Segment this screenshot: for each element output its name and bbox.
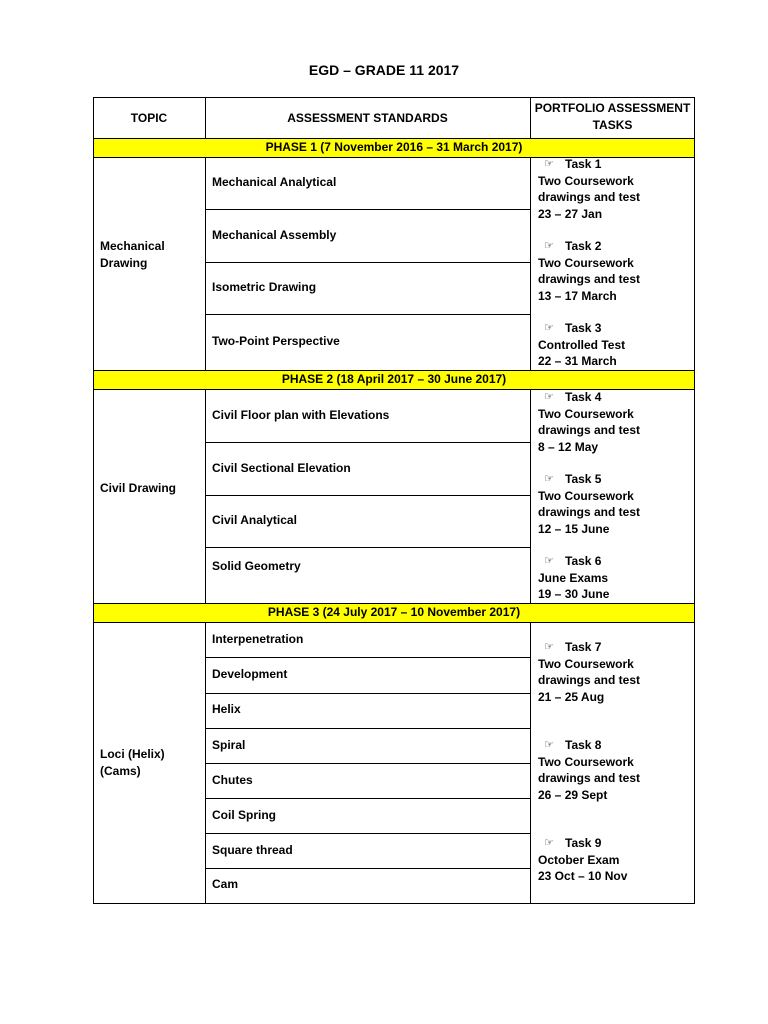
task-line: Two Coursework <box>538 754 634 769</box>
task-line: drawings and test <box>538 190 641 204</box>
standard-divider <box>205 693 531 694</box>
topic-line: Mechanical <box>100 239 165 253</box>
column-divider <box>205 389 206 603</box>
task-6 <box>538 553 688 603</box>
standard-divider <box>205 763 531 764</box>
standard-divider <box>205 209 531 210</box>
task-5 <box>538 471 688 537</box>
task-line: Two Coursework <box>538 488 634 503</box>
standard-item: Chutes <box>212 773 253 787</box>
topic-line: Loci (Helix) <box>100 747 165 761</box>
task-2 <box>538 238 688 304</box>
task-line: 26 – 29 Sept <box>538 787 608 802</box>
pointing-hand-icon: ☞ <box>544 158 554 170</box>
assessment-table <box>93 97 695 904</box>
task-line: Two Coursework <box>538 173 634 188</box>
table-border-bottom <box>93 903 695 904</box>
task-line: 19 – 30 June <box>538 587 610 601</box>
standard-item: Civil Floor plan with Elevations <box>212 408 390 422</box>
column-divider <box>205 157 206 370</box>
phase-1-label: PHASE 1 (7 November 2016 – 31 March 2017) <box>265 140 523 154</box>
task-line: Controlled Test <box>538 337 626 352</box>
task-title: Task 1 <box>565 157 602 171</box>
standard-divider <box>205 547 531 548</box>
task-line: 22 – 31 March <box>538 354 617 368</box>
task-line: 13 – 17 March <box>538 288 617 303</box>
pointing-hand-icon: ☞ <box>544 555 554 567</box>
task-9 <box>538 835 688 885</box>
task-line: June Exams <box>538 570 609 585</box>
standard-item: Interpenetration <box>212 632 304 646</box>
phase-3-label: PHASE 3 (24 July 2017 – 10 November 2017) <box>267 605 521 619</box>
row-divider <box>93 603 695 604</box>
pointing-hand-icon: ☞ <box>544 391 554 403</box>
standard-divider <box>205 314 531 315</box>
topic-mechanical-drawing <box>100 238 165 271</box>
task-7 <box>538 639 688 705</box>
standard-item: Development <box>212 667 288 681</box>
task-title: Task 7 <box>565 640 602 654</box>
standard-divider <box>205 262 531 263</box>
header-portfolio-line-1: PORTFOLIO ASSESSMENT <box>534 101 691 115</box>
task-line: 8 – 12 May <box>538 439 599 454</box>
task-line: 23 – 27 Jan <box>538 206 603 221</box>
task-title: Task 9 <box>565 836 602 850</box>
standard-divider <box>205 657 531 658</box>
task-8 <box>538 737 688 803</box>
task-line: drawings and test <box>538 272 641 286</box>
pointing-hand-icon: ☞ <box>544 240 554 252</box>
standard-divider <box>205 442 531 443</box>
standard-divider <box>205 833 531 834</box>
pointing-hand-icon: ☞ <box>544 473 554 485</box>
pointing-hand-icon: ☞ <box>544 641 554 653</box>
task-3 <box>538 320 688 370</box>
task-line: October Exam <box>538 852 620 867</box>
task-line: drawings and test <box>538 673 641 687</box>
task-title: Task 2 <box>565 239 602 253</box>
task-4 <box>538 389 688 455</box>
standard-item: Mechanical Assembly <box>212 228 337 242</box>
phase-2-label: PHASE 2 (18 April 2017 – 30 June 2017) <box>281 372 507 386</box>
row-divider <box>93 138 695 139</box>
standard-item: Civil Sectional Elevation <box>212 461 351 475</box>
task-line: 23 Oct – 10 Nov <box>538 869 628 883</box>
task-title: Task 8 <box>565 738 602 752</box>
task-line: 12 – 15 June <box>538 521 610 536</box>
standard-divider <box>205 495 531 496</box>
header-portfolio-line-2: TASKS <box>592 118 633 132</box>
standard-item: Spiral <box>212 738 246 752</box>
column-divider <box>530 389 531 603</box>
standard-divider <box>205 728 531 729</box>
topic-line: (Cams) <box>100 763 141 778</box>
task-line: drawings and test <box>538 771 641 785</box>
standard-item: Civil Analytical <box>212 513 297 527</box>
task-line: Two Coursework <box>538 406 634 421</box>
task-line: Two Coursework <box>538 656 634 671</box>
standard-item: Coil Spring <box>212 808 276 822</box>
header-topic: TOPIC <box>130 111 168 125</box>
standard-item: Two-Point Perspective <box>212 334 340 348</box>
topic-line: Drawing <box>100 255 148 270</box>
task-line: Two Coursework <box>538 255 634 270</box>
document-title: EGD – GRADE 11 2017 <box>308 62 460 78</box>
task-title: Task 4 <box>565 390 602 404</box>
standard-item: Isometric Drawing <box>212 280 317 294</box>
table-border-top <box>93 97 695 98</box>
task-title: Task 6 <box>565 554 602 568</box>
pointing-hand-icon: ☞ <box>544 739 554 751</box>
task-title: Task 3 <box>565 321 602 335</box>
standard-item: Helix <box>212 702 241 716</box>
standard-item: Square thread <box>212 843 293 857</box>
column-divider <box>530 157 531 370</box>
table-border-left <box>93 97 94 904</box>
table-border-right <box>694 97 695 904</box>
standard-item: Cam <box>212 877 239 891</box>
task-line: 21 – 25 Aug <box>538 689 605 704</box>
topic-line: Civil Drawing <box>100 481 177 495</box>
pointing-hand-icon: ☞ <box>544 837 554 849</box>
standard-divider <box>205 798 531 799</box>
standard-divider <box>205 868 531 869</box>
task-title: Task 5 <box>565 472 602 486</box>
row-divider <box>93 370 695 371</box>
header-assessment-standards: ASSESSMENT STANDARDS <box>287 111 448 125</box>
pointing-hand-icon: ☞ <box>544 322 554 334</box>
task-1 <box>538 156 688 222</box>
topic-loci <box>100 746 165 779</box>
row-divider <box>93 622 695 623</box>
standard-item: Mechanical Analytical <box>212 175 337 189</box>
task-line: drawings and test <box>538 423 641 437</box>
topic-civil-drawing <box>100 480 176 497</box>
task-line: drawings and test <box>538 505 641 519</box>
standard-item: Solid Geometry <box>212 559 301 573</box>
